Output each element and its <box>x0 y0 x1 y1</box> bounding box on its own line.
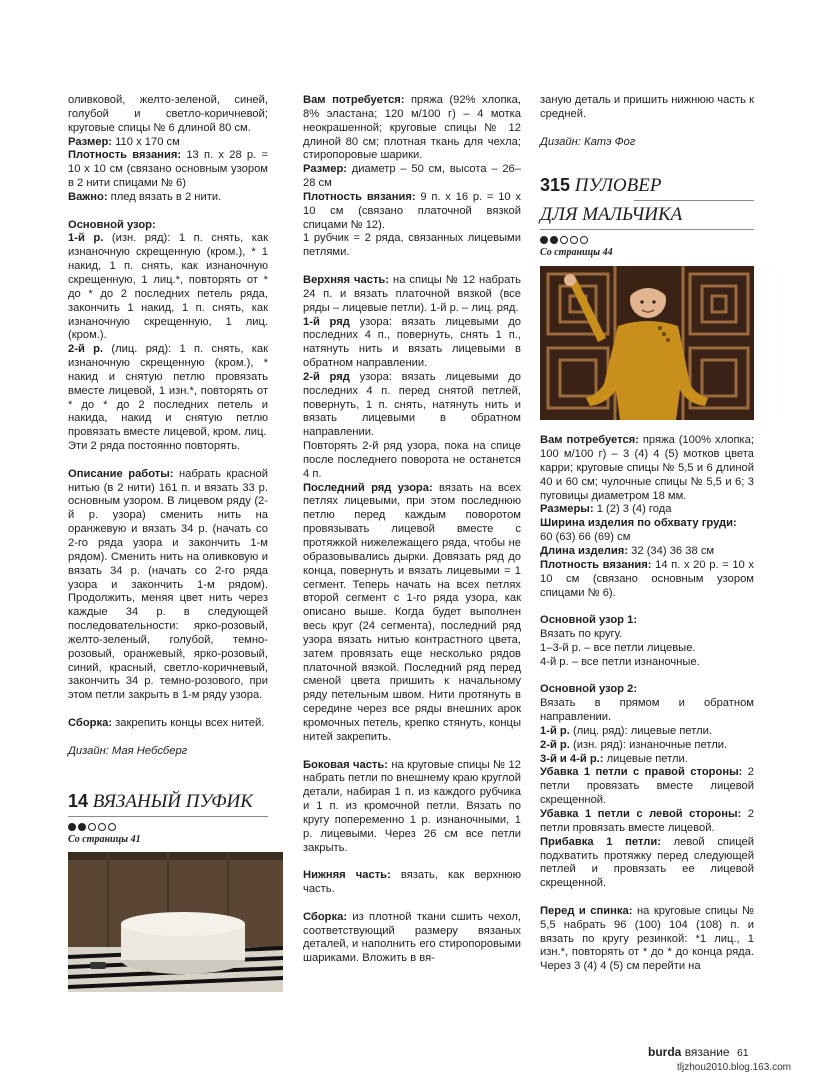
side-part-label: Боковая часть: <box>303 758 389 771</box>
work-text: набрать красной нитью (в 2 нити) 161 п. и вязать 33 р. основным узором. В лицевом ряду (2-й р. узора) сменить нить на оранжевую и вязать 34 р. (начать со 2-го ряда узора и закончить 1-м рядом). Сменить нить на оливковую и вязать 34 р. (начать со 2-го ряда узора и закончить 1-м рядом). Продолжить, меняя цвет нить через каждые 34 р. в следующей последовательности: ярко-розовый, желто-зеленый, голубой, темно-розовый, оранжевый, ярко-розовый, синий, красный, светло-коричневый, закончить 34 р. темно-розового, при этом петли закрыть в 1-м ряду узора. <box>68 467 269 702</box>
rib-note: 1 рубчик = 2 ряда, связанных лицевыми петлями. <box>303 232 521 259</box>
watermark: tljzhou2010.blog.163.com <box>677 1062 791 1073</box>
magazine-word: вязание <box>684 1045 730 1059</box>
increase-label: Прибавка 1 петли: <box>540 835 661 848</box>
front-back-label: Перед и спинка: <box>540 904 633 917</box>
section-divider <box>540 229 754 230</box>
chest-width-text: 60 (63) 66 (69) см <box>540 531 631 544</box>
size-label: Размер: <box>303 163 348 176</box>
materials-label: Вам потребуется: <box>303 94 405 106</box>
sizes-label: Размеры: <box>540 503 594 516</box>
last-row-label: Последний ряд узора: <box>303 481 433 494</box>
density-text: 14 п. x 20 р. = 10 x 10 см (связано основным узором спицами № 6). <box>540 558 754 599</box>
difficulty-rating <box>68 823 268 833</box>
last-row-text: вязать на всех петлях лицевыми, при этом последнюю петлю перед каждым поворотом провязывать лицевой вместе с протяжкой нижележащего ряда, чтобы не образовывались дырки. Довязать ряд до конца, повернуть и вязать лицевыми = 1 сегмент. Теперь начать на всех петлях второй сегмент с 1-го ряда узора, как описано выше. Когда будет выполнен весь круг (24 сегмента), последний ряд узора вязать нитью контрастного цвета, затем провязать еще несколько рядов платочной вязкой. Последний ряд перед сменой цвета пришить к начальному ряду петельным швом. Нити протянуть в середине через все ряды внешних арок кромочных петель, крепко стянуть, концы нитей закрепить. <box>303 481 522 743</box>
difficulty-rating <box>540 236 754 246</box>
row2-label: 2-й р. <box>68 343 104 356</box>
increase-text: левой спицей подхватить протяжку перед следующей петлей и провязать ее лицевой скрещенной. <box>540 835 754 890</box>
bottom-part-text: вязать, как верхнюю часть. <box>303 869 521 896</box>
density-label: Плотность вязания: <box>540 558 652 571</box>
important-value: плед вязать в 2 нити. <box>110 190 222 203</box>
top-part-text: на спицы № 12 набрать 24 п. и вязать платочной вязкой (все ряды – лицевые петли). 1-й р. – лиц. ряд. <box>303 273 522 314</box>
size-label: Размер: <box>68 135 113 148</box>
density-value: 13 п. x 28 р. = 10 x 10 см (связано основным узором в 2 нити спицами № 6) <box>68 149 268 190</box>
pattern1-line: 1–3-й р. – все петли лицевые. <box>540 641 696 654</box>
page-reference: Со страницы 41 <box>68 833 141 845</box>
row1-label: 1-й р. <box>68 232 104 245</box>
section-title-line1: ПУЛОВЕР <box>574 175 662 197</box>
pullover-photo <box>540 266 754 420</box>
decrease-left-text: 2 петли провязать вместе лицевой. <box>540 808 755 834</box>
section-number: 315 <box>540 175 571 196</box>
row1-label: 1-й ряд <box>303 315 350 328</box>
row34-text: лицевые петли. <box>606 752 688 765</box>
column-2 <box>303 94 521 966</box>
main-pattern-heading: Основной узор: <box>68 218 156 231</box>
page-number: 61 <box>736 1047 749 1059</box>
difficulty-dot-empty <box>570 236 578 244</box>
pouf-photo <box>68 852 283 992</box>
density-text: 9 п. x 16 р. = 10 x 10 см (связано платочной вязкой спицами № 12). <box>303 190 522 231</box>
decrease-right-label: Убавка 1 петли с правой стороны: <box>540 766 743 779</box>
design-credit: Дизайн: Катэ Фог <box>540 135 636 148</box>
column-3 <box>540 94 754 974</box>
page-reference: Со страницы 44 <box>540 247 613 259</box>
repeat-note: Эти 2 ряда постоянно повторять. <box>68 440 241 453</box>
row34-label: 3-й и 4-й р.: <box>540 752 604 765</box>
section-divider <box>68 816 268 817</box>
important-label: Важно: <box>68 190 108 203</box>
density-label: Плотность вязания: <box>303 190 416 203</box>
materials-text: пряжа (100% хлопка; 100 м/100 г) – 3 (4) 4 (5) мотков цвета карри; круговые спицы № 5,5 и 6 длиной 40 и 60 см; чулочные спицы № 5,5 и 6; 3 пуговицы диаметром 18 мм. <box>540 434 754 502</box>
row2-text: (изн. ряд): изнаночные петли. <box>573 738 728 751</box>
density-label: Плотность вязания: <box>68 149 182 162</box>
bottom-part-label: Нижняя часть: <box>303 869 391 882</box>
row1-text: (изн. ряд): 1 п. снять, как изнаночную скрещенную (кром.), * 1 накид, 1 п. снять, как изнаночную скрещенную, 1 лиц.*, повторять от * до * до 2 последних петель ряда, закончить 1 накид, 1 п. снять, как изнаночную скрещенную, 1 лиц. (кром.). <box>68 232 268 342</box>
pattern1-heading: Основной узор 1: <box>540 614 638 627</box>
column-1 <box>68 94 268 992</box>
length-text: 32 (34) 36 38 см <box>631 544 715 557</box>
text-paragraph: заную деталь и пришить нижнюю часть к средней. <box>540 94 754 120</box>
design-credit: Дизайн: Мая Небсберг <box>68 744 188 757</box>
difficulty-dot-filled <box>78 823 86 831</box>
sizes-text: 1 (2) 3 (4) года <box>596 503 672 516</box>
text-paragraph: оливковой, желто-зеленой, синей, голубой и светло-коричневой; круговые спицы № 6 длиной 80 см. <box>68 94 268 134</box>
assembly-label: Сборка: <box>303 910 348 923</box>
row1-text: узора: вязать лицевыми до последних 4 п., повернуть, снять 1 п., натянуть нить и вязать лицевыми в обратном направлении. <box>303 315 521 370</box>
materials-text: пряжа (92% хлопка, 8% эластана; 120 м/100 г) – 4 мотка неокрашенной; круговые спицы № 12 длиной 80 см; плотная ткань для чехла; стиропоровые шарики. <box>303 94 522 162</box>
work-label: Описание работы: <box>68 467 174 480</box>
pattern1-line: 4-й р. – все петли изнаночные. <box>540 655 700 668</box>
difficulty-dot-filled <box>550 236 558 244</box>
assembly-label: Сборка: <box>68 716 113 729</box>
row2-label: 2-й р. <box>540 738 570 751</box>
front-back-text: на круговые спицы № 5,5 набрать 96 (100) 104 (108) п. и вязать по кругу резинкой: *1 лиц., 1 изн.*, повторять от * до * до конца ряда. Через 3 (4) 4 (5) см перейти на <box>540 904 754 973</box>
row2-label: 2-й ряд <box>303 370 350 383</box>
section-heading-pouf <box>68 787 268 816</box>
repeat-note: Повторять 2-й ряд узора, пока на спице после последнего поворота не останется 4 п. <box>303 440 521 480</box>
section-title-line2: ДЛЯ МАЛЬЧИКА <box>540 204 683 226</box>
assembly-text: закрепить концы всех нитей. <box>115 716 265 729</box>
top-part-label: Верхняя часть: <box>303 273 390 286</box>
pattern2-intro: Вязать в прямом и обратном направлении. <box>540 697 754 724</box>
assembly-text: из плотной ткани сшить чехол, соответствующий размеру вязаных деталей, и наполнить его стиропоровыми шариками. Вложить в вя- <box>303 910 522 965</box>
row2-text: узора: вязать лицевыми до последних 4 п. перед снятой петлей, повернуть, 1 п. снять, натянуть нить и вязать лицевыми в обратном направлении. <box>303 370 521 439</box>
row1-label: 1-й р. <box>540 724 570 737</box>
difficulty-dot-empty <box>98 823 106 831</box>
section-title: ВЯЗАНЫЙ ПУФИК <box>92 790 253 812</box>
length-label: Длина изделия: <box>540 544 629 557</box>
chest-width-label: Ширина изделия по обхвату груди: <box>540 517 737 530</box>
section-heading-pullover <box>540 171 754 200</box>
pattern1-line: Вязать по кругу. <box>540 628 623 641</box>
decrease-right-text: 2 петли провязать вместе лицевой скрещенной. <box>540 766 754 807</box>
size-text: диаметр – 50 см, высота – 26–28 см <box>303 163 521 190</box>
size-value: 110 x 170 см <box>115 135 180 148</box>
section-number: 14 <box>68 790 89 811</box>
materials-label: Вам потребуется: <box>540 434 639 447</box>
brand-name: burda <box>648 1045 682 1059</box>
difficulty-dot-empty <box>580 236 588 244</box>
difficulty-dot-filled <box>68 823 76 831</box>
side-part-text: на круговые спицы № 12 набрать петли по внешнему краю круглой детали, набирая 1 п. из каждого рубчика и 1 п. из кромочной петли. Вязать по кругу попеременно 1 р. изнаночными, 1 р. лицевыми. Через 26 см все петли закрыть. <box>303 758 521 854</box>
difficulty-dot-empty <box>560 236 568 244</box>
pattern2-heading: Основной узор 2: <box>540 683 638 696</box>
difficulty-dot-empty <box>88 823 96 831</box>
page-footer <box>648 1045 749 1059</box>
decrease-left-label: Убавка 1 петли с левой стороны: <box>540 808 742 820</box>
row1-text: (лиц. ряд): лицевые петли. <box>573 724 713 737</box>
difficulty-dot-filled <box>540 236 548 244</box>
difficulty-dot-empty <box>108 823 116 831</box>
row2-text: (лиц. ряд): 1 п. снять, как изнаночную скрещенную (кром.), * накид и снятую петлю провязать вместе лицевой, 1 изн.*, повторять от * до * до 2 последних петель и накида, накид и снятую петлю провязать вместе лицевой, кром. лиц. <box>68 343 268 439</box>
